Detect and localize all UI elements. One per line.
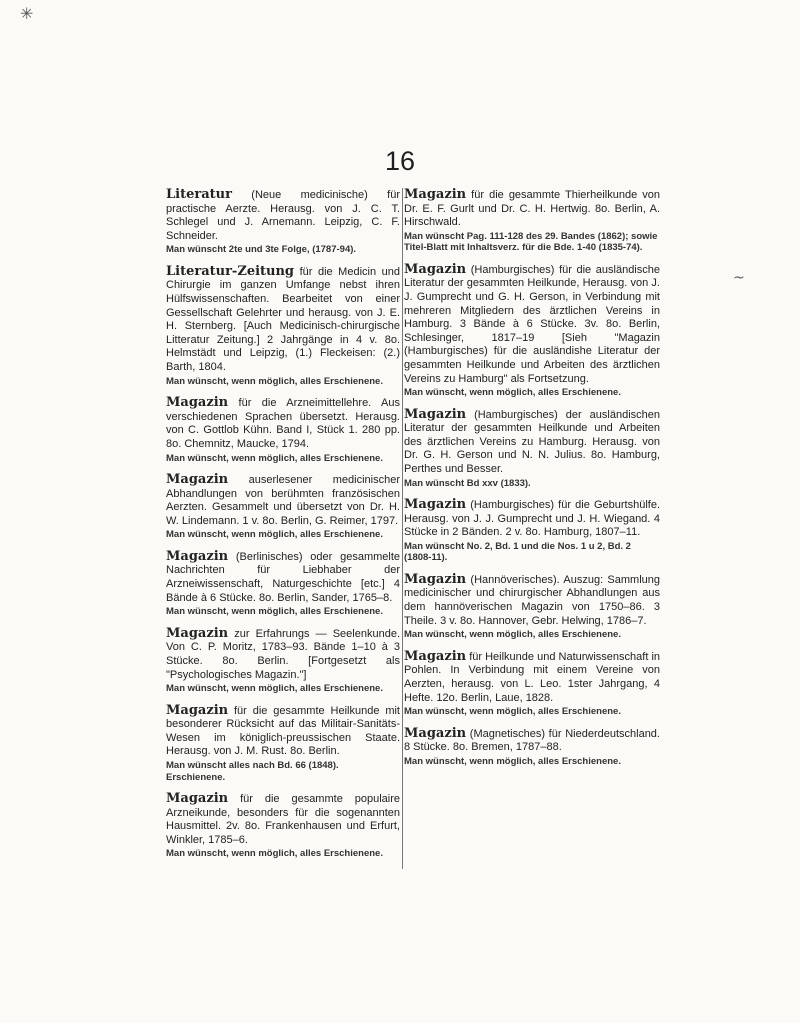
- entry-title: Magazin: [404, 261, 467, 277]
- bibliography-entry: [166, 265, 400, 387]
- entry-title: Magazin: [404, 406, 467, 422]
- entry-title: Magazin: [166, 791, 229, 806]
- entry-title: Magazin: [404, 725, 467, 741]
- entry-text: auserlesener medicinischer Abhandlungen von berühmten französischen Aerzten. Gesammelt und übersetzt von Dr. H. W. Lindemann. 1 v. 8o. Berlin, G. Reimer, 1797.: [166, 474, 400, 527]
- bibliography-entry: [166, 396, 400, 464]
- entry-note: Man wünscht, wenn möglich, alles Erschienene.: [166, 848, 383, 860]
- entry-text: (Hannöverisches). Auszug: Sammlung medicinischer und chirurgischer Abhandlungen aus dem hannöverischen Magazin von 1750–86. 3 Theile. 3 v. 8o. Hannover, Gebr. Helwing, 1786–7.: [404, 573, 660, 627]
- entry-title: Literatur-Zeitung: [166, 263, 295, 279]
- entry-note: Man wünscht, wenn möglich, alles Erschienene.: [404, 629, 621, 641]
- bibliography-entry: [404, 408, 660, 489]
- entry-note: Man wünscht, wenn möglich, alles Erschienene.: [166, 452, 383, 464]
- bibliography-entry: [404, 727, 660, 768]
- entry-title: Magazin: [166, 702, 229, 718]
- bibliography-entry: [404, 188, 660, 254]
- entry-note: Man wünscht Pag. 111-128 des 29. Bandes (1862); sowie Titel-Blatt mit Inhaltsverz. für die Bde. 1-40 (1835-74).: [404, 230, 658, 254]
- entry-text: zur Erfahrungs — Seelenkunde. Von C. P. Moritz, 1783–93. Bände 1–10 à 3 Stücke. 8o. Berlin. [Fortgesetzt als "Psychologisches Magazin."]: [166, 627, 400, 681]
- entry-title: Magazin: [166, 395, 229, 411]
- entry-text: für die gesammte Thierheilkunde von Dr. E. F. Gurlt und Dr. C. H. Hertwig. 8o. Berlin, A. Hirschwald.: [404, 189, 660, 229]
- bibliography-entry: [166, 627, 400, 695]
- bibliography-entry: [166, 473, 400, 541]
- entry-note: Man wünscht, wenn möglich, alles Erschienene.: [404, 706, 621, 718]
- corner-mark: ✳: [20, 4, 34, 23]
- entry-title: Magazin: [166, 472, 229, 487]
- entry-title: Literatur: [166, 187, 232, 202]
- entry-note: Man wünscht, wenn möglich, alles Erschienene.: [166, 375, 383, 387]
- entry-title: Magazin: [404, 648, 467, 664]
- page-number: 16: [384, 146, 416, 176]
- entry-text: für die gesammte populaire Arzneikunde, besonders für die sogenannten Hausmittel. 2v. 8o. Frankenhausen und Erfurt, Winkler, 1785–6.: [166, 793, 401, 846]
- entry-text: (Hamburgisches) der ausländischen Literatur der gesammten Heilkunde und Arbeiten des ärztlichen Vereins zu Hamburg. Herausg. von Dr. G. H. Gerson und N. N. Julius. 8o. Hamburg, Perthes und Besser.: [404, 408, 660, 475]
- entry-title: Magazin: [166, 548, 229, 564]
- left-column: [166, 188, 403, 869]
- bibliography-entry: [404, 263, 660, 399]
- entry-note: Man wünscht No. 2, Bd. 1 und die Nos. 1 u 2, Bd. 2 (1808-11).: [404, 540, 631, 564]
- entry-title: Magazin: [404, 571, 467, 587]
- bibliography-entry: [166, 704, 400, 783]
- entry-title: Magazin: [404, 497, 467, 513]
- entry-note: Man wünscht alles nach Bd. 66 (1848). Erschienene.: [166, 760, 339, 783]
- entry-text: für die Medicin und Chirurgie im ganzen Umfange nebst ihren Hülfswissenschaften. Bearbeitet von einer Gessellschaft Gelehrter und herausg. von J. E. H. Sternberg. [Auch Medicinisch-chirurgische Litteratur Zeitung.] 2 Jahrgänge in 4 v. 8o. Helmstädt und Leipzig, (1.) Fleckeisen: (2.) Barth, 1804.: [166, 265, 400, 374]
- entry-note: Man wünscht Bd xxv (1833).: [404, 477, 531, 489]
- bibliography-entry: [166, 188, 400, 256]
- bibliography-entry: [166, 792, 400, 860]
- entry-title: Magazin: [404, 187, 467, 202]
- bibliography-entry: [404, 650, 660, 718]
- entry-note: Man wünscht 2te und 3te Folge, (1787-94).: [166, 244, 357, 256]
- entry-note: Man wünscht, wenn möglich, alles Erschienene.: [404, 755, 621, 767]
- entry-text: (Neue medicinische) für practische Aerzte. Herausg. von J. C. T. Schlegel und J. Arnemann. Leipzig, C. F. Schneider.: [166, 189, 400, 242]
- entry-text: (Hamburgisches) für die Geburtshülfe. Herausg. von J. J. Gumprecht und J. H. Wiegand. 4 Stücke in 2 Bänden. 2 v. 8o. Hamburg, 1807–11.: [404, 499, 661, 539]
- entry-text: (Hamburgisches) für die ausländische Literatur der gesammten Heilkunde, Herausg. von J. J. Gumprecht und G. H. Gerson, in Verbindung mit mehreren Mitgliedern des ärztlichen Vereins in Hamburg. 3 Bände à 6 Stücke. 3v. 8o. Berlin, Schlesinger, 1817–19 [Sieh "Magazin (Hamburgisches) für die ausländishe Literatur der gesammten Heilkunde und Arbeiten des ärztlichen Vereins zu Hamburg" als Fortsetzung.: [404, 263, 660, 385]
- entry-note: Man wünscht, wenn möglich, alles Erschienene.: [404, 387, 621, 399]
- entry-text: (Berlinisches) oder gesammelte Nachrichten für Liebhaber der Arzneiwissenschaft, Naturgeschichte [etc.] 4 Bände à 6 Stücke. 8o. Berlin, Sander, 1765–8.: [166, 550, 400, 604]
- bibliography-entry: [404, 498, 660, 564]
- entry-text: (Magnetisches) für Niederdeutschland. 8 Stücke. 8o. Bremen, 1787–88.: [404, 727, 660, 754]
- margin-mark: ~: [733, 270, 745, 286]
- entry-note: Man wünscht, wenn möglich, alles Erschienene.: [166, 606, 383, 618]
- entry-note: Man wünscht, wenn möglich, alles Erschienene.: [166, 529, 383, 541]
- entry-text: für die Arzneimittellehre. Aus verschiedenen Sprachen übersetzt. Herausg. von C. Gottlob Kühn. Band I, Stück 1. 280 pp. 8o. Chemnitz, Maucke, 1794.: [166, 397, 400, 450]
- entry-note: Man wünscht, wenn möglich, alles Erschienene.: [166, 683, 383, 695]
- right-column: [404, 188, 660, 776]
- bibliography-entry: [166, 550, 400, 618]
- entry-title: Magazin: [166, 625, 229, 641]
- bibliography-entry: [404, 573, 660, 641]
- entry-text: für Heilkunde und Naturwissenschaft in Pohlen. In Verbindung mit einem Vereine von Aerzten, herausg. von L. Leo. 1ster Jahrgang, 4 Hefte. 12o. Berlin, Laue, 1828.: [404, 650, 661, 704]
- entry-text: für die gesammte Heilkunde mit besonderer Rücksicht auf das Militair-Sanitäts-Wesen im königlich-preussischen Staate. Herausg. von J. M. Rust. 8o. Berlin.: [166, 704, 400, 758]
